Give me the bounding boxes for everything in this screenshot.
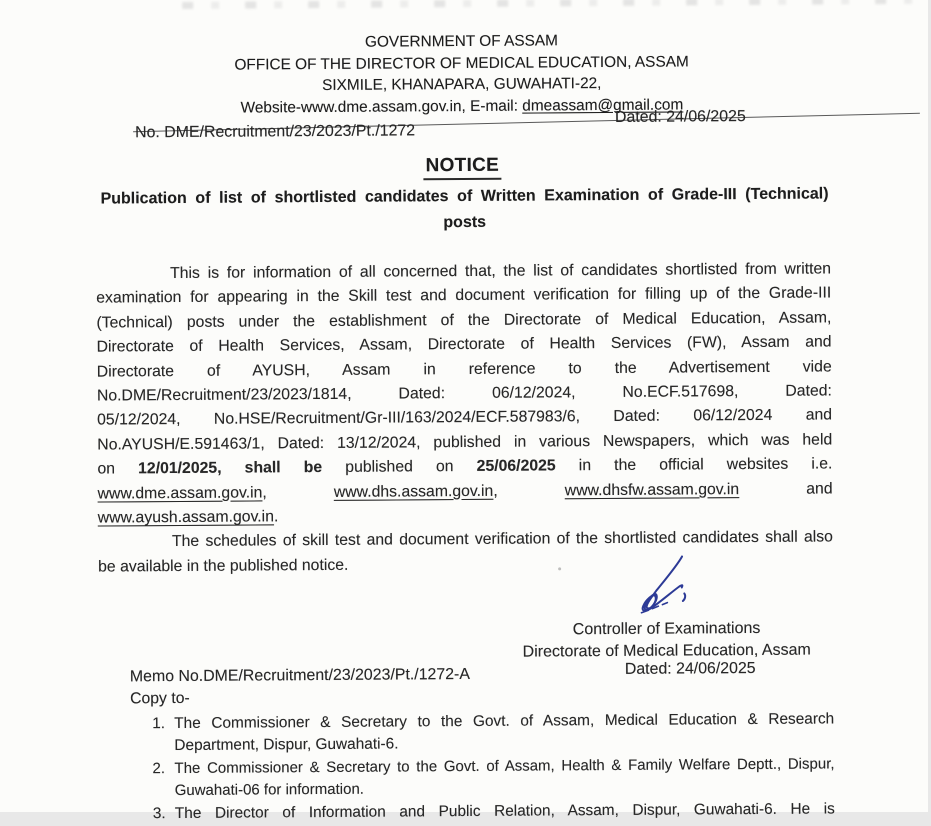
text-segment: No.DME/Recruitment/23/2023/1814, Dated: 06/12/2024, No.ECF.517698, Dated: xyxy=(96,382,832,405)
text-segment: Department, Dispur, Guwahati-6. xyxy=(174,735,399,755)
text-segment: No.AYUSH/E.591463/1, Dated: 13/12/2024, published in various Newspapers, which was held xyxy=(97,431,833,454)
text-segment: published on xyxy=(322,458,477,477)
copy-to-item xyxy=(130,753,834,803)
text-segment: (Technical) posts under the establishment of the Directorate of Medical Education, Assam, xyxy=(96,309,832,332)
signature-ink xyxy=(629,549,695,619)
url-text: www.ayush.assam.gov.in xyxy=(97,508,275,527)
text-segment: Directorate of Health Services, Assam, Directorate of Health Services (FW), Assam and xyxy=(96,333,832,356)
notice-title-wrap xyxy=(0,152,926,183)
text-segment: Directorate of AYUSH, Assam in reference to the Advertisement vide xyxy=(96,358,832,381)
letterhead-email: dmeassam@gmail.com xyxy=(522,96,684,115)
text-segment: The Director of Information and Public Relation, Assam, Dispur, Guwahati-6. He is xyxy=(174,800,835,822)
copy-to-label: Copy to- xyxy=(129,689,190,708)
notice-subject-line: Publication of list of shortlisted candidates of Written Examination of Grade-III (Technical) xyxy=(100,185,829,208)
reference-date: Dated: 24/06/2025 xyxy=(614,108,746,126)
letterhead-website: Website-www.dme.assam.gov.in, E-mail: xyxy=(240,97,523,117)
notice-body xyxy=(96,257,833,579)
text-segment: , xyxy=(493,481,565,500)
text-segment: examination for appearing in the Skill test and document verification for filling up of the Grade-III xyxy=(96,284,832,307)
reference-number: No. DME/Recruitment/23/2023/Pt./1272 xyxy=(135,122,416,142)
signatory-office: Directorate of Medical Education, Assam xyxy=(522,641,811,661)
letterhead-government: GOVERNMENT OF ASSAM xyxy=(364,32,558,51)
memo-number: Memo No.DME/Recruitment/23/2023/Pt./1272-A xyxy=(129,665,470,686)
notice-subject xyxy=(100,181,828,237)
copy-to-line xyxy=(175,798,835,825)
scan-artifact xyxy=(182,0,912,9)
text-segment: . xyxy=(273,508,279,526)
copy-to-item xyxy=(131,798,835,825)
text-segment: The Commissioner & Secretary to the Govt. of Assam, Health & Family Welfare Deptt., Dispur, xyxy=(174,755,835,777)
body-line xyxy=(98,550,833,580)
text-segment: in the official websites i.e. xyxy=(555,455,833,475)
text-segment: This is for information of all concerned that, the list of candidates shortlisted from written xyxy=(170,260,832,283)
body-line xyxy=(98,526,833,556)
text-segment: be available in the published notice. xyxy=(98,556,349,576)
text-segment: and xyxy=(739,480,833,498)
list-number: 3. xyxy=(152,804,166,822)
url-text: www.dme.assam.gov.in xyxy=(97,484,263,503)
text-segment: Guwahati-06 for information. xyxy=(174,780,364,800)
text-segment: The schedules of skill test and document verification of the shortlisted candidates shall also xyxy=(171,528,833,551)
signatory-designation: Controller of Examinations xyxy=(572,619,761,639)
text-segment: , xyxy=(262,483,334,502)
text-segment: 05/12/2024, No.HSE/Recruitment/Gr-III/163/2024/ECF.587983/6, Dated: 06/12/2024 and xyxy=(97,406,833,429)
text-segment: on xyxy=(97,460,139,478)
letterhead xyxy=(0,28,926,121)
text-segment: The Commissioner & Secretary to the Govt. of Assam, Medical Education & Research xyxy=(174,710,835,733)
emphasis-text: 12/01/2025, shall be xyxy=(138,459,323,478)
notice-title: NOTICE xyxy=(423,155,501,181)
letterhead-office: OFFICE OF THE DIRECTOR OF MEDICAL EDUCATION, ASSAM xyxy=(234,53,689,74)
body-line xyxy=(98,477,833,507)
list-number: 2. xyxy=(152,759,166,777)
list-number: 1. xyxy=(152,715,166,733)
url-text: www.dhs.assam.gov.in xyxy=(333,482,494,501)
letterhead-address: SIXMILE, KHANAPARA, GUWAHATI-22, xyxy=(322,75,602,95)
emphasis-text: 25/06/2025 xyxy=(476,457,556,476)
url-text: www.dhsfw.assam.gov.in xyxy=(564,480,740,499)
signature-block xyxy=(516,618,816,663)
notice-subject-line: posts xyxy=(443,213,487,231)
copy-to-list xyxy=(130,708,835,825)
memo-date: Dated: 24/06/2025 xyxy=(624,659,756,678)
copy-to-item xyxy=(130,708,834,758)
